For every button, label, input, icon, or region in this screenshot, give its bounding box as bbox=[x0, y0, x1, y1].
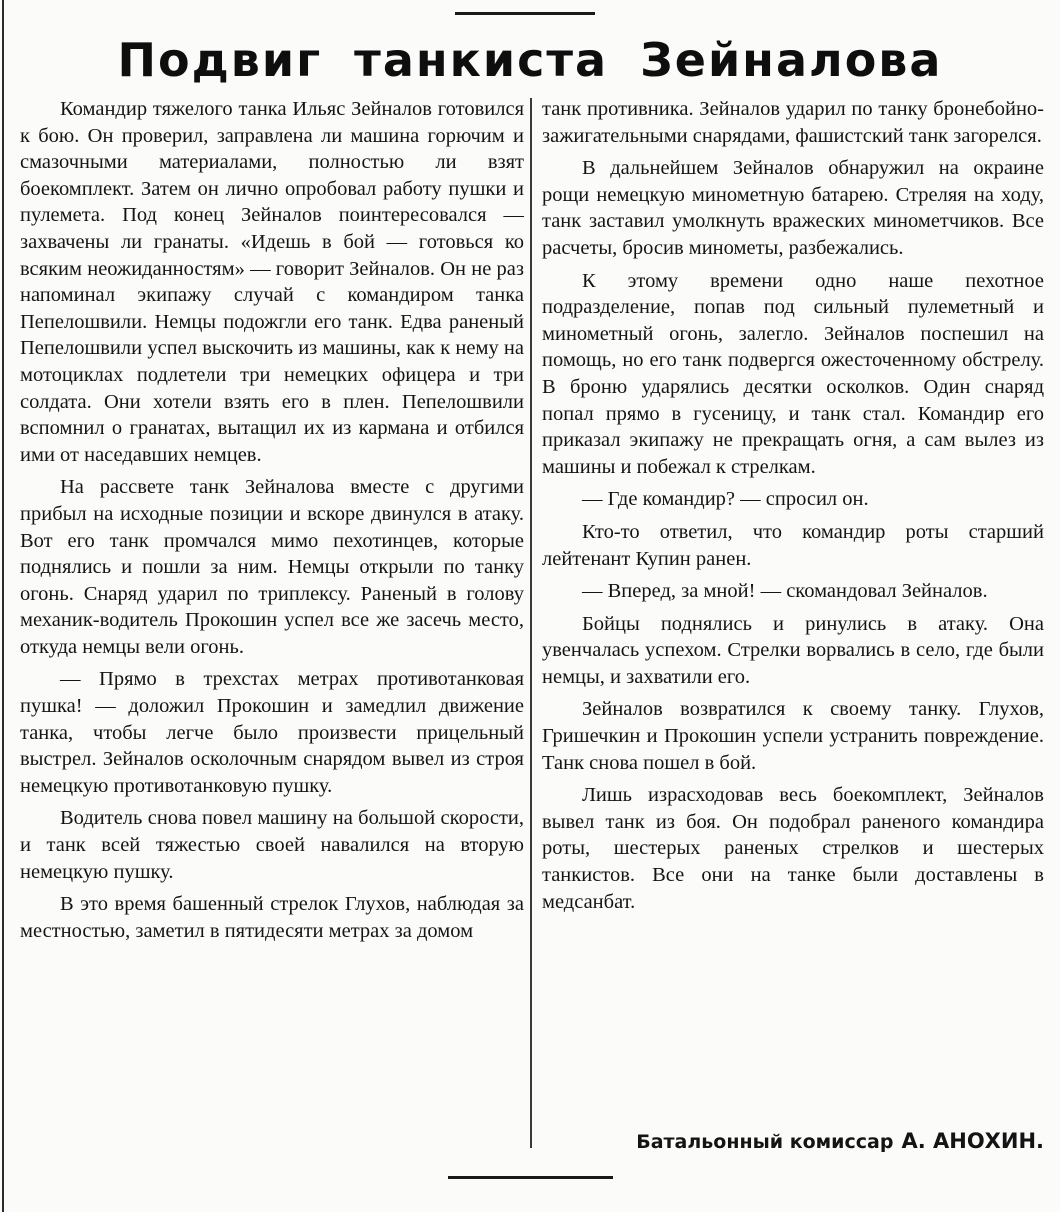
column-divider bbox=[530, 98, 532, 1148]
paragraph: К этому времени одно наше пехотное подразделение, попав под сильный пулеметный и минометный огонь, залегло. Зейналов поспешил на помощь, но его танк подвергся ожесточенному обстрелу. В броню ударялись десятки осколков. Один снаряд попал прямо в гусеницу, и танк стал. Командир его приказал экипажу не прекращать огня, а сам вылез из машины и побежал к стрелкам. bbox=[542, 269, 1044, 478]
article-headline: Подвиг танкиста Зейналова bbox=[117, 33, 943, 87]
page-edge-line bbox=[2, 0, 4, 1212]
byline-rank: Батальонный комиссар bbox=[636, 1131, 894, 1153]
bottom-rule bbox=[448, 1176, 613, 1179]
paragraph: танк противника. Зейналов ударил по танку бронебойно-зажигательными снарядами, фашистский танк загорелся. bbox=[542, 98, 1044, 147]
paragraph: Командир тяжелого танка Ильяс Зейналов готовился к бою. Он проверил, заправлена ли машина горючим и смазочными материалами, полностью ли взят боекомплект. Затем он лично опробовал работу пушки и пулемета. Под конец Зейналов поинтересовался — захвачены ли гранаты. «Идешь в бой — готовься ко всяким неожиданностям» — говорит Зейналов. Он не раз напоминал экипажу случай с командиром танка Пепелошвили. Немцы подожгли его танк. Едва раненый Пепелошвили успел выскочить из машины, как к нему на мотоциклах подлетели три немецких офицера и три солдата. Они хотели взять его в плен. Пепелошвили вспомнил о гранатах, вытащил их из кармана и отбился ими от наседавших немцев. bbox=[20, 98, 524, 466]
paragraph: Кто-то ответил, что командир роты старший лейтенант Купин ранен. bbox=[542, 520, 1044, 570]
paragraph: В дальнейшем Зейналов обнаружил на окраине рощи немецкую минометную батарею. Стреляя на ходу, танк заставил умолкнуть вражеских минометчиков. Все расчеты, бросив минометы, разбежались. bbox=[542, 157, 1044, 259]
paragraph: — Прямо в трехстах метрах противотанковая пушка! — доложил Прокошин и замедлил движение танка, чтобы легче было произвести прицельный выстрел. Зейналов осколочным снарядом вывел из строя немецкую противотанковую пушку. bbox=[20, 668, 524, 797]
paragraph: В это время башенный стрелок Глухов, наблюдая за местностью, заметил в пятидесяти метрах за домом bbox=[20, 893, 524, 942]
left-column bbox=[20, 96, 524, 1160]
byline bbox=[542, 1126, 1044, 1157]
top-rule bbox=[455, 12, 595, 15]
paragraph: Бойцы поднялись и ринулись в атаку. Она увенчалась успехом. Стрелки ворвались в село, где были немцы, и захватили его. bbox=[542, 612, 1044, 688]
paragraph: Зейналов возвратился к своему танку. Глухов, Гришечкин и Прокошин успели устранить повреждение. Танк снова пошел в бой. bbox=[542, 698, 1044, 774]
paragraph: — Где командир? — спросил он. bbox=[582, 488, 869, 511]
paragraph: Водитель снова повел машину на большой скорости, и танк всей тяжестью своей навалился на вторую немецкую пушку. bbox=[20, 807, 524, 883]
paragraph: На рассвете танк Зейналова вместе с другими прибыл на исходные позиции и вскоре двинулся в атаку. Вот его танк промчался мимо пехотинцев, которые поднялись и пошли за ним. Немцы открыли по танку огонь. Снаряд ударил по триплексу. Раненый в голову механик-водитель Прокошин успел все же засечь место, откуда немцы вели огонь. bbox=[20, 476, 524, 658]
byline-name: А. АНОХИН. bbox=[901, 1129, 1044, 1153]
paragraph: Лишь израсходовав весь боекомплект, Зейналов вывел танк из боя. Он подобрал раненого командира роты, шестерых раненых стрелков и шестерых танкистов. Все они на танке были доставлены в медсанбат. bbox=[542, 784, 1044, 913]
right-column bbox=[542, 96, 1044, 1096]
paragraph: — Вперед, за мной! — скомандовал Зейналов. bbox=[582, 580, 988, 603]
